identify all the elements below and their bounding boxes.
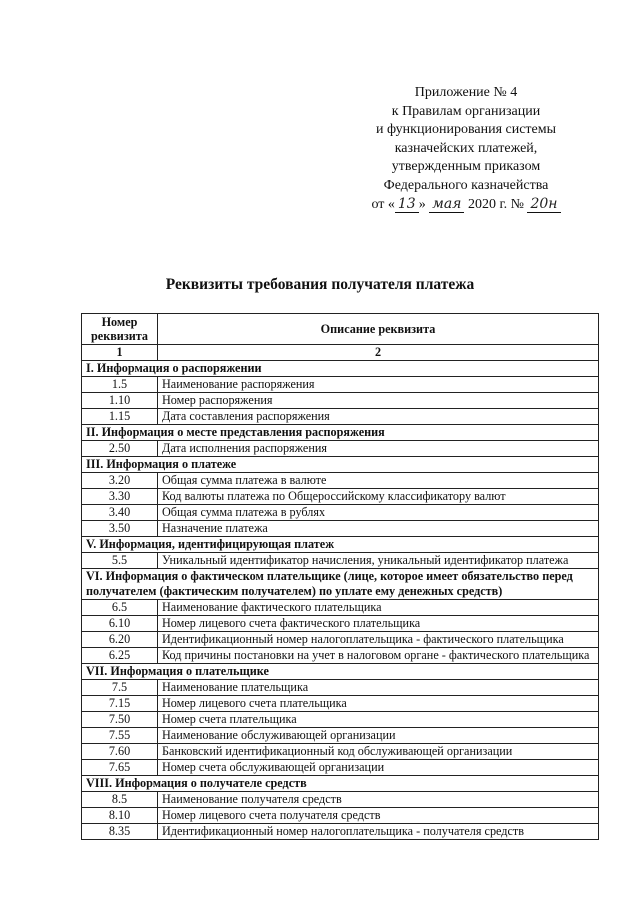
date-prefix: от « — [371, 196, 395, 212]
order-date-line — [346, 196, 586, 215]
handwritten-month: мая — [429, 197, 464, 213]
date-year: 2020 г. № — [467, 196, 524, 212]
table-row — [82, 712, 599, 728]
section-row — [82, 569, 599, 600]
table-row — [82, 696, 599, 712]
requisite-description: Номер счета обслуживающей организации — [158, 760, 599, 776]
requisite-description: Общая сумма платежа в валюте — [158, 473, 599, 489]
section-row — [82, 776, 599, 792]
section-heading: V. Информация, идентифицирующая платеж — [82, 537, 599, 553]
table-row — [82, 393, 599, 409]
requisite-number: 7.15 — [82, 696, 158, 712]
requisite-number: 7.5 — [82, 680, 158, 696]
requisite-description: Банковский идентификационный код обслуживающей организации — [158, 744, 599, 760]
requisite-number: 1.10 — [82, 393, 158, 409]
requisite-number: 7.65 — [82, 760, 158, 776]
table-row — [82, 680, 599, 696]
requisite-description: Код валюты платежа по Общероссийскому классификатору валют — [158, 489, 599, 505]
table-row — [82, 616, 599, 632]
section-heading: VI. Информация о фактическом плательщике (лице, которое имеет обязательство перед получателем (фактическим получателем) по уплате ему денежных средств) — [82, 569, 599, 600]
table-row — [82, 441, 599, 457]
section-row — [82, 537, 599, 553]
appendix-line: Федерального казначейства — [383, 177, 549, 193]
header-number: Номер реквизита — [82, 314, 158, 345]
requisite-number: 1.15 — [82, 409, 158, 425]
requisite-description: Наименование получателя средств — [158, 792, 599, 808]
section-heading: III. Информация о платеже — [82, 457, 599, 473]
requisite-number: 2.50 — [82, 441, 158, 457]
table-row — [82, 377, 599, 393]
requisite-number: 5.5 — [82, 553, 158, 569]
appendix-line: Приложение № 4 — [414, 85, 518, 100]
table-row — [82, 632, 599, 648]
requisite-description: Номер распоряжения — [158, 393, 599, 409]
section-heading: II. Информация о месте представления распоряжения — [82, 425, 599, 441]
document-title: Реквизиты требования получателя платежа — [165, 276, 475, 293]
requisite-description: Номер счета плательщика — [158, 712, 599, 728]
header-description: Описание реквизита — [158, 314, 599, 345]
requisite-number: 6.5 — [82, 600, 158, 616]
requisite-number: 7.50 — [82, 712, 158, 728]
table-row — [82, 728, 599, 744]
table-row — [82, 473, 599, 489]
appendix-line: утвержденным приказом — [391, 159, 541, 175]
requisites-table — [81, 313, 599, 840]
requisite-description: Общая сумма платежа в рублях — [158, 505, 599, 521]
date-mid: » — [418, 196, 426, 212]
requisite-description: Номер лицевого счета фактического плательщика — [158, 616, 599, 632]
requisite-description: Наименование обслуживающей организации — [158, 728, 599, 744]
table-row — [82, 824, 599, 840]
section-row — [82, 664, 599, 680]
index-row — [82, 345, 599, 361]
index-cell: 1 — [82, 345, 158, 361]
requisite-number: 3.20 — [82, 473, 158, 489]
table-row — [82, 489, 599, 505]
requisite-number: 1.5 — [82, 377, 158, 393]
requisite-description: Идентификационный номер налогоплательщика - получателя средств — [158, 824, 599, 840]
requisite-number: 6.25 — [82, 648, 158, 664]
requisite-number: 8.5 — [82, 792, 158, 808]
table-row — [82, 505, 599, 521]
appendix-line: казначейских платежей, — [394, 140, 538, 156]
table-row — [82, 808, 599, 824]
requisite-description: Уникальный идентификатор начисления, уникальный идентификатор платежа — [158, 553, 599, 569]
index-cell: 2 — [158, 345, 599, 361]
requisite-number: 8.10 — [82, 808, 158, 824]
requisite-number: 3.30 — [82, 489, 158, 505]
requisite-description: Назначение платежа — [158, 521, 599, 537]
requisite-description: Код причины постановки на учет в налоговом органе - фактического плательщика — [158, 648, 599, 664]
section-heading: VIII. Информация о получателе средств — [82, 776, 599, 792]
requisite-description: Дата составления распоряжения — [158, 409, 599, 425]
handwritten-order-number: 20н — [527, 197, 560, 213]
table-row — [82, 792, 599, 808]
section-row — [82, 361, 599, 377]
appendix-line: и функционирования системы — [375, 122, 557, 138]
appendix-line: к Правилам организации — [391, 103, 541, 119]
requisite-description: Наименование фактического плательщика — [158, 600, 599, 616]
requisite-number: 8.35 — [82, 824, 158, 840]
section-heading: I. Информация о распоряжении — [82, 361, 599, 377]
requisite-description: Идентификационный номер налогоплательщика - фактического плательщика — [158, 632, 599, 648]
table-body — [82, 345, 599, 840]
requisite-description: Наименование распоряжения — [158, 377, 599, 393]
table-row — [82, 744, 599, 760]
table-row — [82, 760, 599, 776]
requisite-description: Дата исполнения распоряжения — [158, 441, 599, 457]
appendix-block — [346, 84, 586, 214]
section-row — [82, 425, 599, 441]
requisite-description: Наименование плательщика — [158, 680, 599, 696]
requisite-description: Номер лицевого счета получателя средств — [158, 808, 599, 824]
requisite-number: 6.20 — [82, 632, 158, 648]
table-row — [82, 553, 599, 569]
handwritten-day: 13 — [395, 197, 419, 213]
table-row — [82, 521, 599, 537]
table-row — [82, 409, 599, 425]
section-row — [82, 457, 599, 473]
requisite-number: 3.40 — [82, 505, 158, 521]
requisite-number: 6.10 — [82, 616, 158, 632]
table-header-row — [82, 314, 599, 345]
requisite-description: Номер лицевого счета плательщика — [158, 696, 599, 712]
requisite-number: 7.55 — [82, 728, 158, 744]
section-heading: VII. Информация о плательщике — [82, 664, 599, 680]
requisite-number: 3.50 — [82, 521, 158, 537]
table-row — [82, 648, 599, 664]
requisite-number: 7.60 — [82, 744, 158, 760]
table-row — [82, 600, 599, 616]
